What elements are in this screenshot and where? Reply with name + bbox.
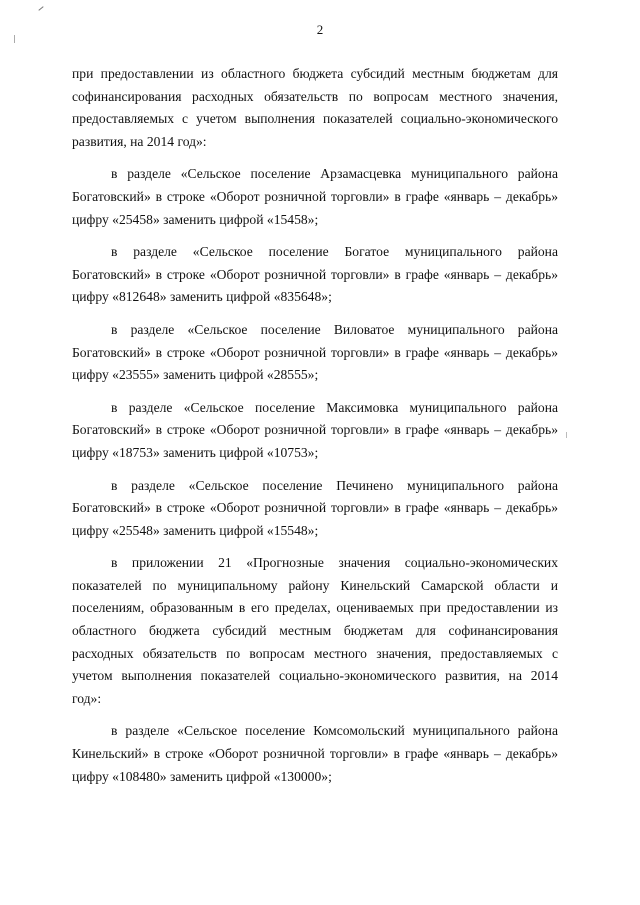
paragraph: в разделе «Сельское поселение Арзамасцевка муниципального района Богатовский» в строке «Оборот розничной торговли» в графе «январь – декабрь» цифру «25458» заменить цифрой «15458»; — [72, 166, 558, 227]
paragraph: в разделе «Сельское поселение Виловатое муниципального района Богатовский» в строке «Оборот розничной торговли» в графе «январь – декабрь» цифру «23555» заменить цифрой «28555»; — [72, 321, 558, 383]
paragraph: в разделе «Сельское поселение Комсомольский муниципального района Кинельский» в строке «Оборот розничной торговли» в графе «январь – декабрь» цифру «108480» заменить цифрой «130000»; — [72, 723, 558, 784]
scan-mark — [38, 6, 43, 11]
page-number: 2 — [316, 22, 324, 37]
paragraph: в разделе «Сельское поселение Богатое муниципального района Богатовский» в строке «Оборот розничной торговли» в графе «январь – декабрь» цифру «812648» заменить цифрой «835648»; — [72, 244, 558, 305]
document-body — [72, 63, 558, 788]
paragraph: в приложении 21 «Прогнозные значения социально-экономических показателей по муниципальному району Кинельский Самарской области и поселениям, образованным в его пределах, оцениваемых при предоставлении из областного бюджета субсидий местным бюджетам для софинансирования расходных обязательств по вопросам местного значения, предоставляемых с учетом выполнения показателей социально-экономического развития, на 2014 год»: — [72, 555, 558, 706]
paragraph: в разделе «Сельское поселение Максимовка муниципального района Богатовский» в строке «Оборот розничной торговли» в графе «январь – декабрь» цифру «18753» заменить цифрой «10753»; — [72, 399, 558, 460]
paragraph: при предоставлении из областного бюджета субсидий местным бюджетам для софинансирования расходных обязательств по вопросам местного значения, предоставляемых с учетом выполнения показателей социально-экономического развития, на 2014 год»: — [72, 66, 558, 149]
scan-mark — [566, 432, 567, 438]
paragraph: в разделе «Сельское поселение Печинено муниципального района Богатовский» в строке «Оборот розничной торговли» в графе «январь – декабрь» цифру «25548» заменить цифрой «15548»; — [72, 477, 558, 538]
